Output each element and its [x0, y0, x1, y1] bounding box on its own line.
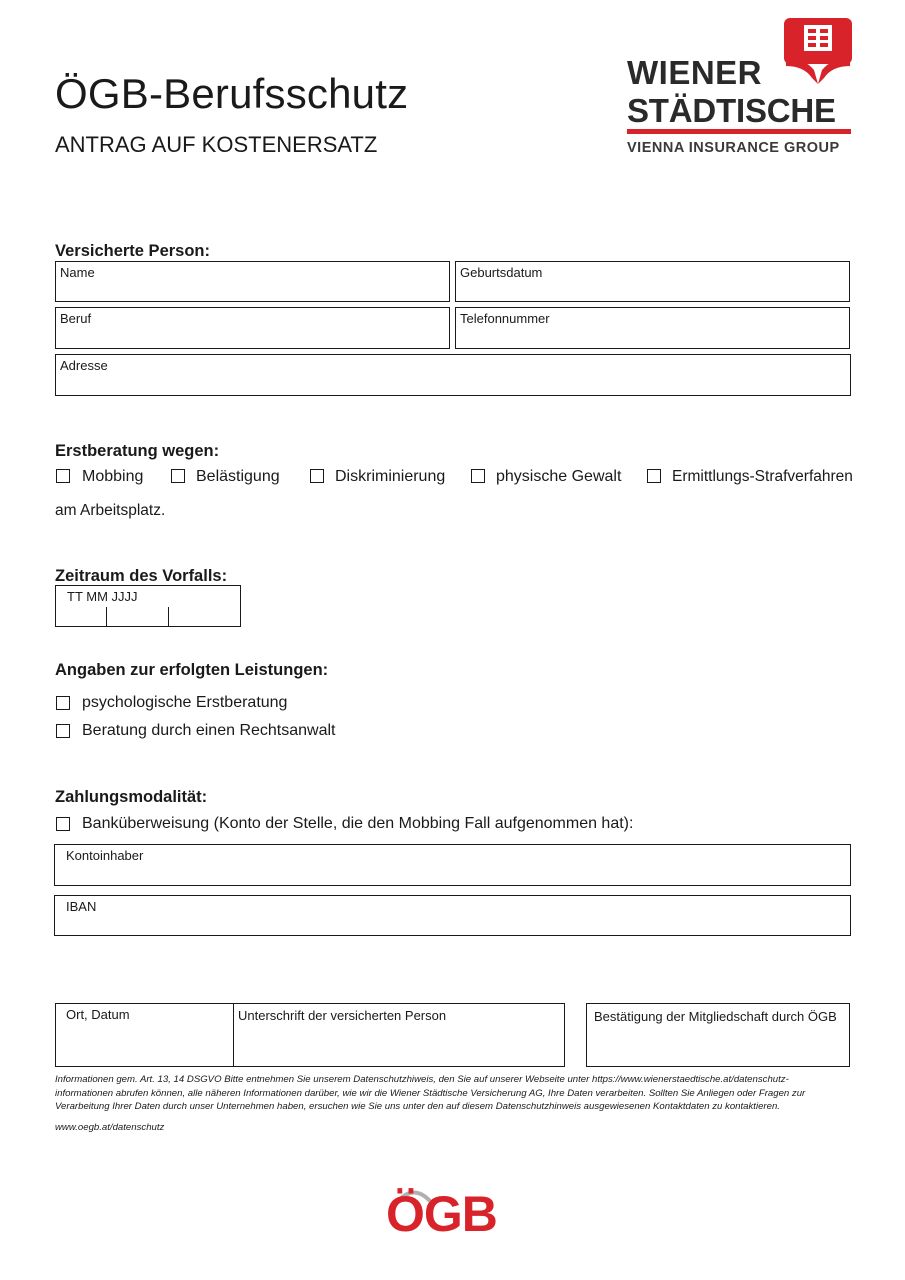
checkbox-physische-gewalt[interactable]: [471, 469, 485, 483]
signature-field[interactable]: [233, 1003, 565, 1067]
option-belaestigung-label: Belästigung: [196, 468, 280, 485]
logo-tagline: VIENNA INSURANCE GROUP: [627, 140, 840, 156]
consultation-heading: Erstberatung wegen:: [55, 442, 220, 460]
place-date-field[interactable]: [55, 1003, 234, 1067]
checkbox-strafverfahren[interactable]: [647, 469, 661, 483]
oegb-logo: [386, 1188, 520, 1240]
address-field[interactable]: [55, 354, 851, 396]
document-subtitle: ANTRAG AUF KOSTENERSATZ: [55, 132, 378, 157]
account-holder-label: Kontoinhaber: [66, 848, 144, 863]
birthdate-label: Geburtsdatum: [460, 265, 543, 280]
checkbox-mobbing[interactable]: [56, 469, 70, 483]
wiener-staedtische-logo: [625, 18, 853, 160]
privacy-notice: Informationen gem. Art. 13, 14 DSGVO Bitte entnehmen Sie unserem Datenschutzhiweis, den Sie auf unserer Webseite unter https://www.wienerstaedtische.at/datenschutz-informationen abrufen können, alle näheren Informationen darüber, wie wir die Wiener Städtische Versicherung AG, Ihre Daten verarbeiten. Sollten Sie Anliegen oder Fragen zur Verarbeitung Ihrer Daten durch unser Unternehmen haben, ersuchen wie Sie uns unter den auf diesem Datenschutzhinweis ausgewiesenen Kontaktdaten zu kontaktieren.: [55, 1074, 806, 1113]
option-mobbing-label: Mobbing: [82, 468, 144, 485]
option-strafverfahren-label: Ermittlungs-Strafverfahren: [672, 468, 853, 485]
privacy-link[interactable]: www.oegb.at/datenschutz: [55, 1122, 165, 1133]
option-physische-gewalt-label: physische Gewalt: [496, 468, 622, 485]
occupation-label: Beruf: [60, 311, 92, 326]
date-format-label: TT MM JJJJ: [67, 589, 138, 604]
name-label: Name: [60, 265, 95, 280]
birthdate-field[interactable]: [455, 261, 850, 302]
occupation-field[interactable]: [55, 307, 450, 349]
insured-person-heading: Versicherte Person:: [55, 242, 210, 260]
phone-field[interactable]: [455, 307, 850, 349]
payment-heading: Zahlungsmodalität:: [55, 788, 208, 806]
signature-label: Unterschrift der versicherten Person: [238, 1008, 447, 1023]
place-date-label: Ort, Datum: [66, 1007, 130, 1022]
document-title: ÖGB-Berufsschutz: [55, 70, 409, 117]
name-field[interactable]: [55, 261, 450, 302]
option-diskriminierung-label: Diskriminierung: [335, 468, 446, 485]
option-bank-transfer-label: Banküberweisung (Konto der Stelle, die den Mobbing Fall aufgenommen hat):: [82, 815, 634, 832]
incident-date-field[interactable]: [55, 585, 241, 627]
checkbox-lawyer-consultation[interactable]: [56, 724, 70, 738]
logo-line-2: STÄDTISCHE: [627, 92, 836, 129]
account-holder-field[interactable]: [54, 844, 851, 886]
membership-confirmation-field[interactable]: [586, 1003, 850, 1067]
option-lawyer-label: Beratung durch einen Rechtsanwalt: [82, 722, 336, 739]
iban-label: IBAN: [66, 899, 97, 914]
wiener-staedtische-emblem-icon: [784, 18, 852, 84]
address-label: Adresse: [60, 358, 108, 373]
membership-confirmation-label: Bestätigung der Mitgliedschaft durch ÖGB: [594, 1009, 837, 1024]
checkbox-belaestigung[interactable]: [171, 469, 185, 483]
oegb-logo-text: ÖGB: [386, 1186, 497, 1242]
incident-period-heading: Zeitraum des Vorfalls:: [55, 567, 228, 585]
date-divider-month: [168, 607, 169, 627]
date-divider-day: [106, 607, 107, 627]
consultation-suffix: am Arbeitsplatz.: [55, 502, 166, 519]
checkbox-diskriminierung[interactable]: [310, 469, 324, 483]
checkbox-bank-transfer[interactable]: [56, 817, 70, 831]
iban-field[interactable]: [54, 895, 851, 936]
logo-divider: [627, 129, 851, 134]
services-heading: Angaben zur erfolgten Leistungen:: [55, 661, 329, 679]
phone-label: Telefonnummer: [460, 311, 550, 326]
option-psychological-label: psychologische Erstberatung: [82, 694, 288, 711]
logo-line-1: WIENER: [627, 54, 762, 91]
checkbox-psychological-consultation[interactable]: [56, 696, 70, 710]
